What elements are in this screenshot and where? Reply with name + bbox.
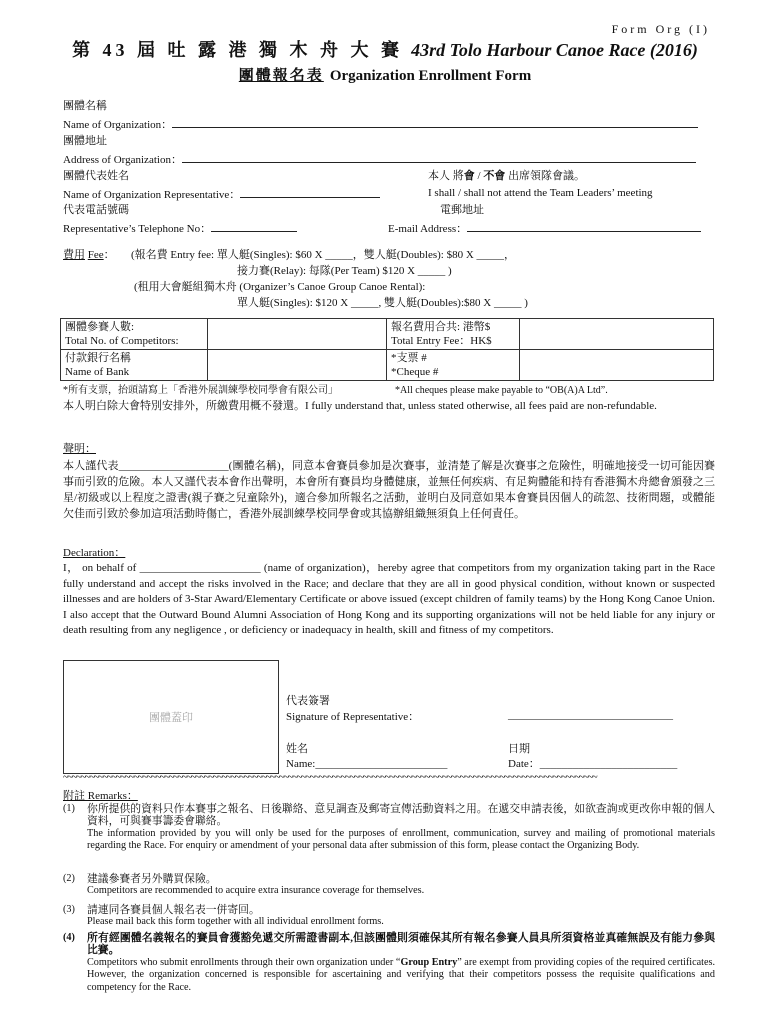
remark-2-number: (2) [63,873,75,884]
subtitle-en: Organization Enrollment Form [329,68,532,84]
fee-summary-table [60,318,714,381]
remarks-heading: 附註 Remarks： [63,790,138,802]
total-fee-label-en: Total Entry Fee：HK$ [391,335,492,347]
org-name-row [63,116,698,132]
date-label-zh: 日期 [508,743,530,755]
remark-2 [63,873,715,898]
competitors-label-zh: 團體參賽人數: [65,321,135,333]
statement-body: 本人謹代表____________________(團體名稱)，同意本會賽員參加是次賽事，並清楚了解是次賽事之危險性，明確地接受一切可能因賽事而引致的危險。本人又謹代表本會作出聲明，本會所有賽員均身體健康，並無任何疾病、有足夠體能和持有香港獨木舟總會頒發之三星/初級或以上程度之證書(親子賽之兒童除外)，適合參加所報名之活動，並明白及同意如果本會賽員因個人的疏忽、技術問題，或體能欠佳而引致於參加這項活動時傷亡，香港外展訓練學校同學會或其協辦組織無須負上任何責任。 [63,460,715,520]
form-subtitle [0,64,770,85]
fee-label-zh: 費用 [63,249,85,261]
competitors-label-cell [61,319,208,350]
refund-note: 本人明白除大會特別安排外，所繳費用概不發還。I fully understand that, unless stated otherwise, all fees paid are non-refundable. [63,400,657,412]
org-name-label-zh: 團體名稱 [63,100,107,112]
competitors-input-cell[interactable] [208,319,387,350]
cheque-label-zh: *支票 # [391,352,427,364]
fee-line-2: 接力賽(Relay): 每隊(Per Team) $120 X _____ ) [237,265,452,277]
attend-choice-zh [428,169,585,183]
total-fee-label-cell [387,319,520,350]
name-field[interactable]: Name:________________________ [286,758,448,770]
attend-separator: / [477,170,481,182]
total-fee-label-zh: 報名費用合共: 港幣$ [391,321,491,333]
remark-4-number: (4) [63,932,75,943]
remark-4-en [87,957,715,994]
signature-field[interactable]: ______________________________ [508,709,673,721]
fee-label-en: Fee [87,249,104,261]
fee-line-4: 單人艇(Singles): $120 X _____, 雙人艇(Doubles):$80 X _____ ) [237,297,528,309]
remark-1-zh: 你所提供的資料只作本賽事之報名、日後聯絡、意見調查及郵寄宣傳活動資料之用。在遞交申請表後，如欲查詢或更改你申報的個人資料，可與賽事籌委會聯絡。 [87,803,715,828]
bank-label-en: Name of Bank [65,366,130,378]
email-row [388,220,701,236]
remark-1-en: The information provided by you will only be used for the purposes of enrollment, communication, survey and mailing of promotional materials regarding the Race. For enquiry or amendment of your personal data after submission of this form, please contact the Organizing Body. [87,827,715,852]
remark-1-number: (1) [63,803,75,814]
title-zh: 第 43 屆 吐 露 港 獨 木 舟 大 賽 [72,40,404,60]
remark-4-en-bold: Group Entry [400,956,458,968]
name-label-zh: 姓名 [286,743,308,755]
signature-label-en: Signature of Representative： [286,711,420,723]
bank-label-zh: 付款銀行名稱 [65,352,131,364]
form-title [0,36,770,62]
remark-3-number: (3) [63,904,75,915]
remark-4-en-pre: Competitors who submit enrollments through their own organization under “ [87,956,401,968]
org-name-field[interactable] [172,116,698,128]
cheque-note-en: *All cheques please make payable to “OB(A)A Ltd”. [395,385,608,396]
email-label-en: E-mail Address： [388,223,468,235]
total-fee-input-cell[interactable] [520,319,714,350]
rep-tel-label-zh: 代表電話號碼 [63,204,129,216]
form-code: Form Org (I) [611,22,710,36]
remark-2-zh: 建議參賽者另外購買保險。 [87,873,217,885]
rep-name-field[interactable] [240,186,380,198]
org-address-row [63,151,696,167]
rep-name-row [63,186,380,202]
fee-label: 費用 Fee： [63,249,115,261]
competitors-label-en: Total No. of Competitors: [65,335,179,347]
stamp-label: 團體蓋印 [149,712,193,724]
signature-label-zh: 代表簽署 [286,695,330,707]
date-field[interactable]: Date：_________________________ [508,758,678,770]
rep-tel-row [63,220,297,236]
rep-tel-field[interactable] [211,220,297,232]
fee-line-1: (報名費 Entry fee: 單人艇(Singles): $60 X _____，雙人艇(Doubles): $80 X _____， [131,249,516,261]
fee-line-3: (租用大會艇組獨木舟 (Organizer’s Canoe Group Canoe Rental): [134,281,426,293]
remark-2-en: Competitors are recommended to acquire extra insurance coverage for themselves. [87,885,425,897]
declaration-body: I， on behalf of ______________________ (name of organization)，hereby agree that competitors from my organization taking part in the Race fully understand and accept the risks involved in the Race; and declare that they are all in good physical condition, without known or suspected illnesses and are holders of 3-Star Award/Elementary Certificate or above issued (except children of family teams) by the Hong Kong Canoe Union. I also accept that the Outward Bound Alumni Association of Hong Kong and its supporting organizations will not be held liable for any injury or death resulting from any negligence , or deficiency or inadequacy in health, skill and fitness of my competitors. [63,562,715,637]
attend-suffix: 出席領隊會議。 [508,170,586,182]
remark-1 [63,803,715,853]
separator-line: ~~~~~~~~~~~~~~~~~~~~~~~~~~~~~~~~~~~~~~~~~~~~~~~~~~~~~~~~~~~~~~~~~~~~~~~~~~~~~~~~~~~~~~~~~~~~~~~~~~~~~~~~~~~~~~~~~~~~~~~~~ [63,772,597,783]
org-address-label-zh: 團體地址 [63,135,107,147]
organization-stamp-box[interactable] [63,660,279,774]
subtitle-zh: 團體報名表 [238,68,324,84]
cheque-label-cell [387,350,520,381]
org-address-field[interactable] [182,151,696,163]
remark-3-en: Please mail back this form together with all individual enrollment forms. [87,916,384,928]
bank-label-cell [61,350,208,381]
attend-wont-option[interactable]: 不會 [483,170,506,182]
remark-4-en-post: ” are exempt from providing copies of the required certificates. However, the organization concerned is responsible for ascertaining and verifying that their competitors possess the requisite qualifications and competency for the Race. [87,956,715,993]
bank-input-cell[interactable] [208,350,387,381]
attend-prefix: 本人 將 [428,170,464,182]
cheque-label-en: *Cheque # [391,366,439,378]
remark-3-zh: 請連同各賽員個人報名表一併寄回。 [87,904,260,916]
rep-name-label-en: Name of Organization Representative： [63,189,241,201]
cheque-input-cell[interactable] [520,350,714,381]
org-address-label-en: Address of Organization： [63,154,182,166]
org-name-label-en: Name of Organization： [63,119,173,131]
attend-choice-en: I shall / shall not attend the Team Leaders’ meeting [428,187,653,199]
email-field[interactable] [467,220,701,232]
title-en: 43rd Tolo Harbour Canoe Race (2016) [411,40,698,60]
statement-heading: 聲明： [63,443,96,455]
remark-4 [63,932,715,994]
remark-3 [63,904,715,929]
rep-tel-label-en: Representative’s Telephone No： [63,223,212,235]
cheque-note-zh: *所有支票，抬頭請寫上「香港外展訓練學校同學會有限公司」 [63,385,338,396]
attend-will-option[interactable]: 會 [463,170,475,182]
rep-name-label-zh: 團體代表姓名 [63,170,129,182]
remark-4-zh: 所有經團體名義報名的賽員會獲豁免遞交所需證書副本,但該團體則須確保其所有報名參賽人員具所須資格並真確無誤及有能力參與比賽。 [87,932,715,957]
email-label-zh: 電郵地址 [440,204,484,216]
declaration-heading: Declaration： [63,547,126,559]
